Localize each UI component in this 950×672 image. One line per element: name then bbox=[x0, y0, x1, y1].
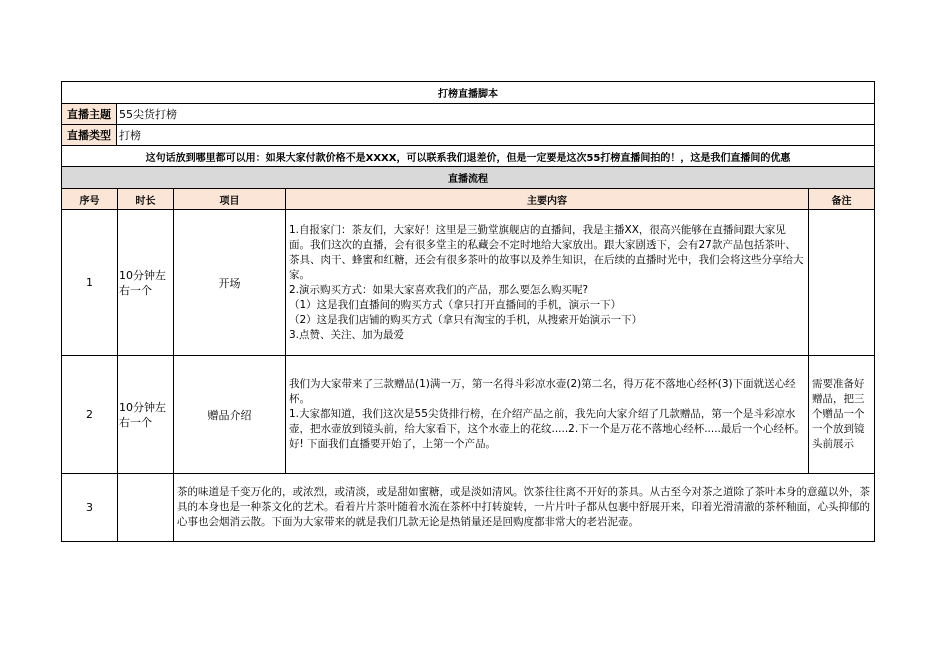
row-item: 开场 bbox=[173, 210, 285, 355]
row-content-cell bbox=[285, 210, 808, 355]
notice-text: 这句话放到哪里都可以用：如果大家付款价格不是XXXX，可以联系我们退差价，但是一定要是这次55打榜直播间拍的！，这是我们直播间的优惠 bbox=[145, 152, 791, 164]
row-duration bbox=[117, 474, 173, 541]
row-no: 3 bbox=[86, 501, 93, 514]
type-value: 打榜 bbox=[116, 125, 874, 145]
header-duration: 时长 bbox=[117, 189, 173, 209]
row-remark bbox=[808, 210, 874, 355]
flow-title-row bbox=[61, 166, 875, 188]
flow-title: 直播流程 bbox=[448, 174, 488, 185]
type-label: 直播类型 bbox=[62, 125, 116, 145]
row-no: 1 bbox=[86, 276, 93, 289]
theme-value: 55尖货打榜 bbox=[116, 104, 874, 124]
header-no: 序号 bbox=[79, 195, 100, 207]
row-content: 我们为大家带来了三款赠品(1)满一万，第一名得斗彩凉水壶(2)第二名，得万花不落地心经杯(3)下面就送心经杯。 1.大家都知道，我们这次是55尖货排行榜，在介绍产品之前，我先向大家介绍了几款赠品，第一个是斗彩凉水壶，把水壶放到镜头前，给大家看下，这个水壶上的花纹.....2.下一个是万花不落地心经杯.....最后一个心经杯。 好! 下面我们直播要开始了，上第一个产品。 bbox=[289, 378, 805, 450]
row-duration: 10分钟左右一个 bbox=[117, 210, 173, 355]
theme-label: 直播主题 bbox=[62, 104, 116, 124]
type-row bbox=[61, 124, 875, 145]
header-remark: 备注 bbox=[808, 189, 874, 209]
table-row bbox=[61, 209, 875, 355]
row-content-cell bbox=[285, 356, 808, 473]
row-remark-cell bbox=[808, 356, 874, 473]
page-title: 打榜直播脚本 bbox=[438, 89, 498, 100]
row-content-cell bbox=[173, 474, 874, 541]
table-header bbox=[61, 188, 875, 209]
sheet-title bbox=[61, 81, 875, 103]
header-item: 项目 bbox=[173, 189, 285, 209]
table-row bbox=[61, 473, 875, 542]
row-content: 茶的味道是千变万化的，或浓烈，或清淡，或是甜如蜜糖，或是淡如清风。饮茶往往离不开好的茶具。从古至今对茶之道除了茶叶本身的意蕴以外，茶具的本身也是一种茶文化的艺术。看着片片茶叶随着水流在茶杯中打转旋转，一片片叶子都从包裹中舒展开来，印着光滑清澈的茶杯釉面，心头抑郁的心事也会烟消云散。下面为大家带来的就是我们几款无论是热销量还是回购度都非常大的老岩泥壶。 bbox=[177, 486, 870, 528]
theme-row bbox=[61, 103, 875, 124]
row-duration: 10分钟左右一个 bbox=[117, 356, 173, 473]
row-remark: 需要准备好赠品，把三个赠品一个一个放到镜头前展示 bbox=[812, 378, 865, 450]
table-row bbox=[61, 355, 875, 473]
notice-row bbox=[61, 145, 875, 166]
row-content: 1.自报家门：茶友们，大家好！这里是三勤堂旗舰店的直播间，我是主播XX，很高兴能够在直播间跟大家见面。我们这次的直播，会有很多堂主的私藏会不定时地给大家放出。跟大家剧透下，会有27款产品包括茶叶、茶具、肉干、蜂蜜和红糖，还会有很多茶叶的故事以及养生知识，在后续的直播时光中，我们会将这些分享给大家。 2.演示购买方式：如果大家喜欢我们的产品，那么要怎么购买呢? （1）这是我们直播间的购买方式（拿只打开直播间的手机，演示一下） （2）这是我们店铺的购买方式（拿只有淘宝的手机，从搜索开始演示一下） 3.点赞、关注、加为最爱 bbox=[289, 223, 804, 341]
header-content: 主要内容 bbox=[285, 189, 808, 209]
row-no: 2 bbox=[86, 408, 93, 421]
row-item: 赠品介绍 bbox=[173, 356, 285, 473]
